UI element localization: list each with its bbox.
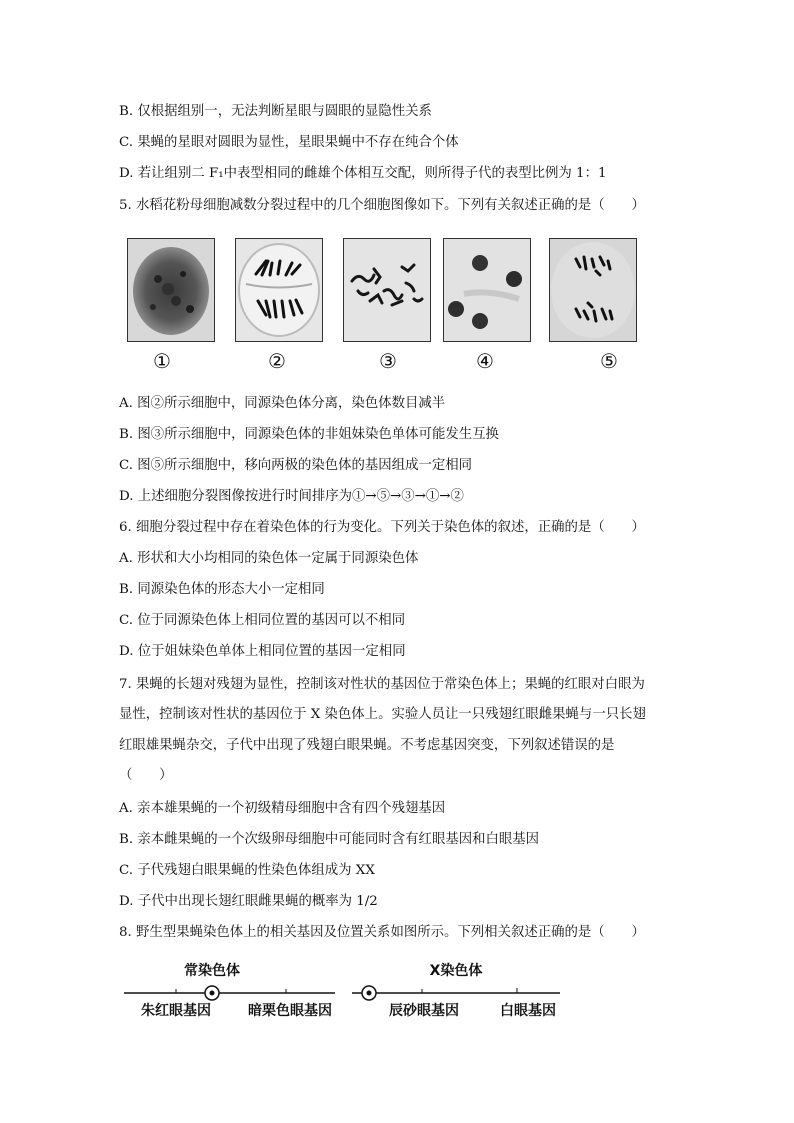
q7-option-b: B. 亲本雌果蝇的一个次级卵母细胞中可能同时含有红眼基因和白眼基因 [119, 832, 540, 847]
q6-option-b: B. 同源染色体的形态大小一定相同 [119, 582, 325, 597]
autosome-title: 常染色体 [184, 963, 240, 979]
x-chromosome-title: X染色体 [429, 963, 483, 979]
q7-stem-line-3: 红眼雄果蝇杂交，子代中出现了残翅白眼果蝇。不考虑基因突变，下列叙述错误的是 [119, 738, 615, 753]
gene-label-2: 暗栗色眼基因 [248, 1003, 332, 1019]
q7-option-c: C. 子代残翅白眼果蝇的性染色体组成为 XX [119, 863, 375, 878]
q4-option-b: B. 仅根据组别一，无法判断星眼与圆眼的显隐性关系 [119, 104, 432, 119]
micrograph-3 [343, 238, 431, 342]
micrograph-2 [235, 238, 323, 342]
q5-option-c: C. 图⑤所示细胞中，移向两极的染色体的基因组成一定相同 [119, 458, 473, 473]
image-label-1: ① [153, 349, 171, 373]
q6-stem: 6. 细胞分裂过程中存在着染色体的行为变化。下列关于染色体的叙述，正确的是（ ） [119, 520, 645, 535]
q5-stem: 5. 水稻花粉母细胞减数分裂过程中的几个细胞图像如下。下列有关叙述正确的是（ ） [119, 198, 645, 213]
q6-option-c: C. 位于同源染色体上相同位置的基因可以不相同 [119, 613, 406, 628]
image-label-4: ④ [476, 349, 494, 373]
chromosome-gene-diagram [110, 955, 570, 1025]
gene-label-3: 辰砂眼基因 [389, 1003, 459, 1019]
image-label-2: ② [268, 349, 286, 373]
gene-label-1: 朱红眼基因 [141, 1003, 211, 1019]
image-label-3: ③ [379, 349, 397, 373]
gene-label-4: 白眼基因 [500, 1003, 556, 1019]
micrograph-1 [127, 238, 215, 342]
q7-stem-line-4: （ ） [119, 768, 173, 783]
q8-stem: 8. 野生型果蝇染色体上的相关基因及位置关系如图所示。下列相关叙述正确的是（ ） [119, 925, 645, 940]
micrograph-4 [443, 238, 531, 342]
image-label-5: ⑤ [600, 349, 618, 373]
q5-option-b: B. 图③所示细胞中，同源染色体的非姐妹染色单体可能发生互换 [119, 427, 499, 442]
q6-option-a: A. 形状和大小均相同的染色体一定属于同源染色体 [119, 551, 419, 566]
q4-option-c: C. 果蝇的星眼对圆眼为显性，星眼果蝇中不存在纯合个体 [119, 135, 459, 150]
q7-option-d: D. 子代中出现长翅红眼雌果蝇的概率为 1/2 [119, 894, 378, 909]
q6-option-d: D. 位于姐妹染色单体上相同位置的基因一定相同 [119, 644, 406, 659]
q7-option-a: A. 亲本雄果蝇的一个初级精母细胞中含有四个残翅基因 [119, 801, 446, 816]
q5-option-a: A. 图②所示细胞中，同源染色体分离，染色体数目减半 [119, 396, 446, 411]
q5-option-d: D. 上述细胞分裂图像按进行时间排序为①→⑤→③→①→② [119, 489, 464, 504]
micrograph-5 [549, 238, 637, 342]
q7-stem-line-2: 显性，控制该对性状的基因位于 X 染色体上。实验人员让一只残翅红眼雌果蝇与一只长翅 [119, 707, 646, 722]
q4-option-d: D. 若让组别二 F₁中表型相同的雌雄个体相互交配，则所得子代的表型比例为 1：1 [119, 166, 607, 181]
q7-stem-line-1: 7. 果蝇的长翅对残翅为显性，控制该对性状的基因位于常染色体上；果蝇的红眼对白眼为 [119, 677, 645, 692]
